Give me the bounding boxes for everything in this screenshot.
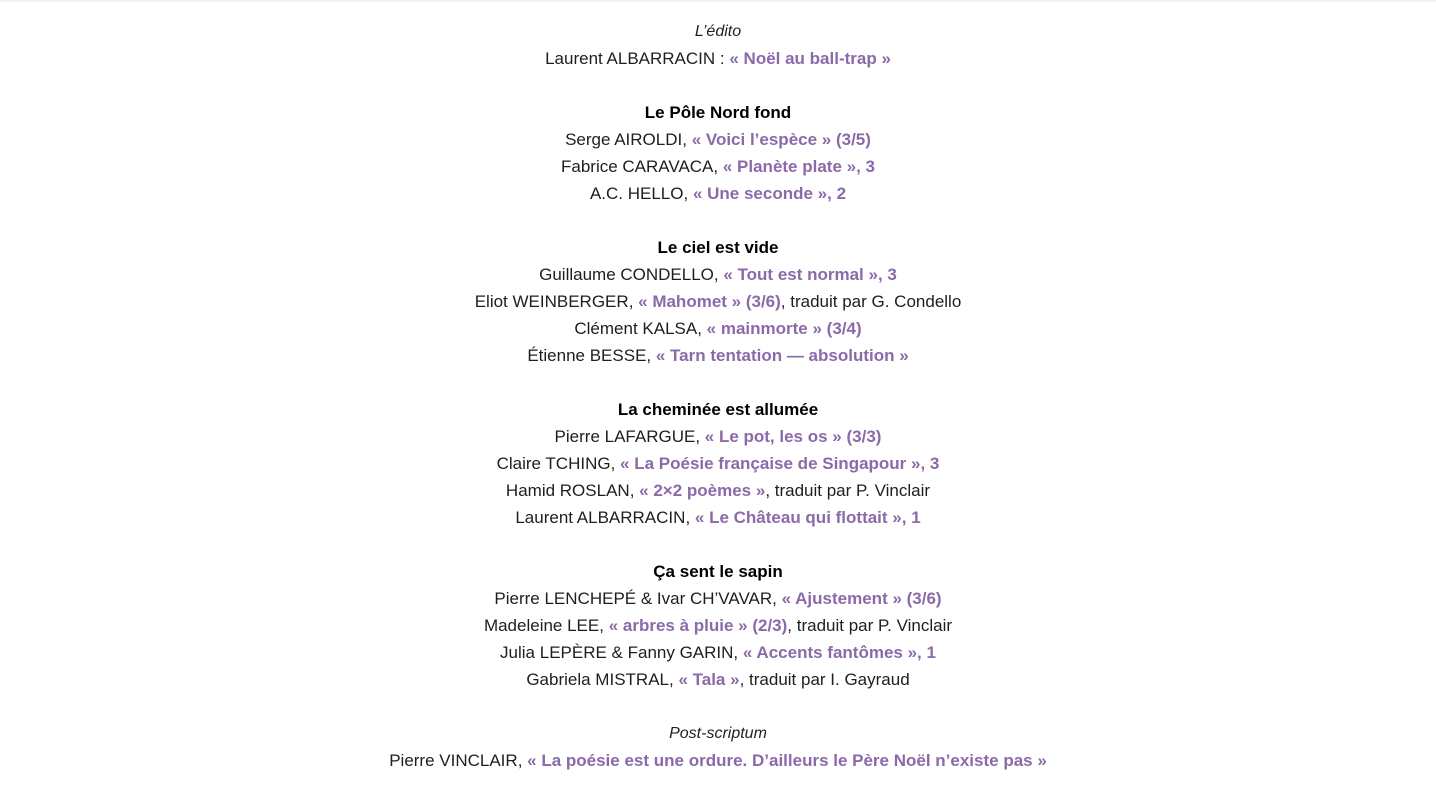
- entry-separator: ,: [629, 481, 640, 500]
- entry-suffix: , traduit par I. Gayraud: [739, 670, 910, 689]
- entry-separator: ,: [733, 643, 743, 662]
- entry-title-link[interactable]: « mainmorte » (3/4): [706, 319, 862, 338]
- entry-title-link[interactable]: « Planète plate », 3: [722, 157, 875, 176]
- toc-entry: [0, 261, 1436, 288]
- entry-title-link[interactable]: « Noël au ball-trap »: [729, 49, 891, 68]
- entry-title-link[interactable]: « La poésie est une ordure. D’ailleurs le Père Noël n’existe pas »: [527, 751, 1047, 770]
- toc-entry: [0, 153, 1436, 180]
- entry-title-link[interactable]: « Voici l’espèce » (3/5): [691, 130, 871, 149]
- entry-author: Julia LEPÈRE & Fanny GARIN: [500, 643, 734, 662]
- spacer: [0, 72, 1436, 99]
- entry-separator: ,: [610, 454, 621, 473]
- toc-entry: [0, 639, 1436, 666]
- entry-author: Pierre LENCHEPÉ & Ivar CH’VAVAR: [494, 589, 773, 608]
- spacer: [0, 693, 1436, 720]
- entry-author: Gabriela MISTRAL: [526, 670, 669, 689]
- toc-entry: [0, 612, 1436, 639]
- entry-author: Laurent ALBARRACIN: [515, 508, 686, 527]
- entry-separator: ,: [628, 292, 639, 311]
- entry-title-link[interactable]: « Accents fantômes », 1: [742, 643, 936, 662]
- section-heading: Ça sent le sapin: [653, 562, 783, 581]
- entry-author: A.C. HELLO: [589, 184, 684, 203]
- entry-separator: ,: [682, 130, 692, 149]
- toc-entry: [0, 180, 1436, 207]
- entry-suffix: , traduit par P. Vinclair: [787, 616, 953, 635]
- section-heading: Le Pôle Nord fond: [644, 103, 792, 122]
- toc-entry: [0, 315, 1436, 342]
- postscript-heading: Post-scriptum: [669, 725, 767, 742]
- entry-title-link[interactable]: « La Poésie française de Singapour », 3: [620, 454, 940, 473]
- toc-entry: [0, 45, 1436, 72]
- entry-separator: ,: [646, 346, 656, 365]
- entry-title-link[interactable]: « Une seconde », 2: [692, 184, 847, 203]
- entry-separator: ,: [713, 157, 723, 176]
- entry-separator: ,: [685, 508, 695, 527]
- spacer: [0, 207, 1436, 234]
- entry-title-link[interactable]: « Mahomet » (3/6): [638, 292, 781, 311]
- toc-entry: [0, 450, 1436, 477]
- entry-title-link[interactable]: « Le pot, les os » (3/3): [704, 427, 882, 446]
- toc-entry: [0, 126, 1436, 153]
- entry-separator: ,: [713, 265, 724, 284]
- entry-title-link[interactable]: « arbres à pluie » (2/3): [608, 616, 788, 635]
- table-of-contents: [0, 18, 1436, 774]
- toc-entry: [0, 585, 1436, 612]
- toc-entry: [0, 477, 1436, 504]
- spacer: [0, 531, 1436, 558]
- entry-author: Serge AIROLDI: [565, 130, 683, 149]
- toc-entry: [0, 423, 1436, 450]
- toc-entry: [0, 504, 1436, 531]
- entry-title-link[interactable]: « Tarn tentation — absolution »: [655, 346, 909, 365]
- entry-title-link[interactable]: « Tala »: [678, 670, 740, 689]
- spacer: [0, 369, 1436, 396]
- toc-entry: [0, 747, 1436, 774]
- entry-title-link[interactable]: « Ajustement » (3/6): [781, 589, 942, 608]
- entry-author: Guillaume CONDELLO: [539, 265, 714, 284]
- entry-separator: ,: [683, 184, 693, 203]
- entry-author: Fabrice CARAVACA: [560, 157, 714, 176]
- entry-author: Eliot WEINBERGER: [474, 292, 629, 311]
- section-heading: Le ciel est vide: [657, 238, 779, 257]
- entry-title-link[interactable]: « Le Château qui flottait », 1: [694, 508, 921, 527]
- entry-suffix: , traduit par P. Vinclair: [765, 481, 931, 500]
- entry-author: Clément KALSA: [574, 319, 698, 338]
- entry-author: Claire TCHING: [496, 454, 611, 473]
- entry-author: Étienne BESSE: [527, 346, 647, 365]
- top-divider: [0, 0, 1436, 3]
- entry-separator: :: [715, 49, 730, 68]
- toc-entry: [0, 666, 1436, 693]
- entry-separator: ,: [599, 616, 609, 635]
- entry-author: Hamid ROSLAN: [505, 481, 630, 500]
- entry-separator: ,: [517, 751, 528, 770]
- entry-title-link[interactable]: « 2×2 poèmes »: [639, 481, 766, 500]
- section-heading: La cheminée est allumée: [617, 400, 819, 419]
- entry-title-link[interactable]: « Tout est normal », 3: [723, 265, 897, 284]
- entry-author: Laurent ALBARRACIN: [545, 49, 716, 68]
- entry-author: Pierre LAFARGUE: [554, 427, 696, 446]
- toc-entry: [0, 288, 1436, 315]
- entry-suffix: , traduit par G. Condello: [780, 292, 962, 311]
- entry-author: Madeleine LEE: [483, 616, 600, 635]
- edito-heading: L’édito: [694, 23, 742, 40]
- entry-author: Pierre VINCLAIR: [389, 751, 518, 770]
- toc-entry: [0, 342, 1436, 369]
- entry-separator: ,: [669, 670, 679, 689]
- entry-separator: ,: [772, 589, 782, 608]
- entry-separator: ,: [695, 427, 705, 446]
- entry-separator: ,: [697, 319, 707, 338]
